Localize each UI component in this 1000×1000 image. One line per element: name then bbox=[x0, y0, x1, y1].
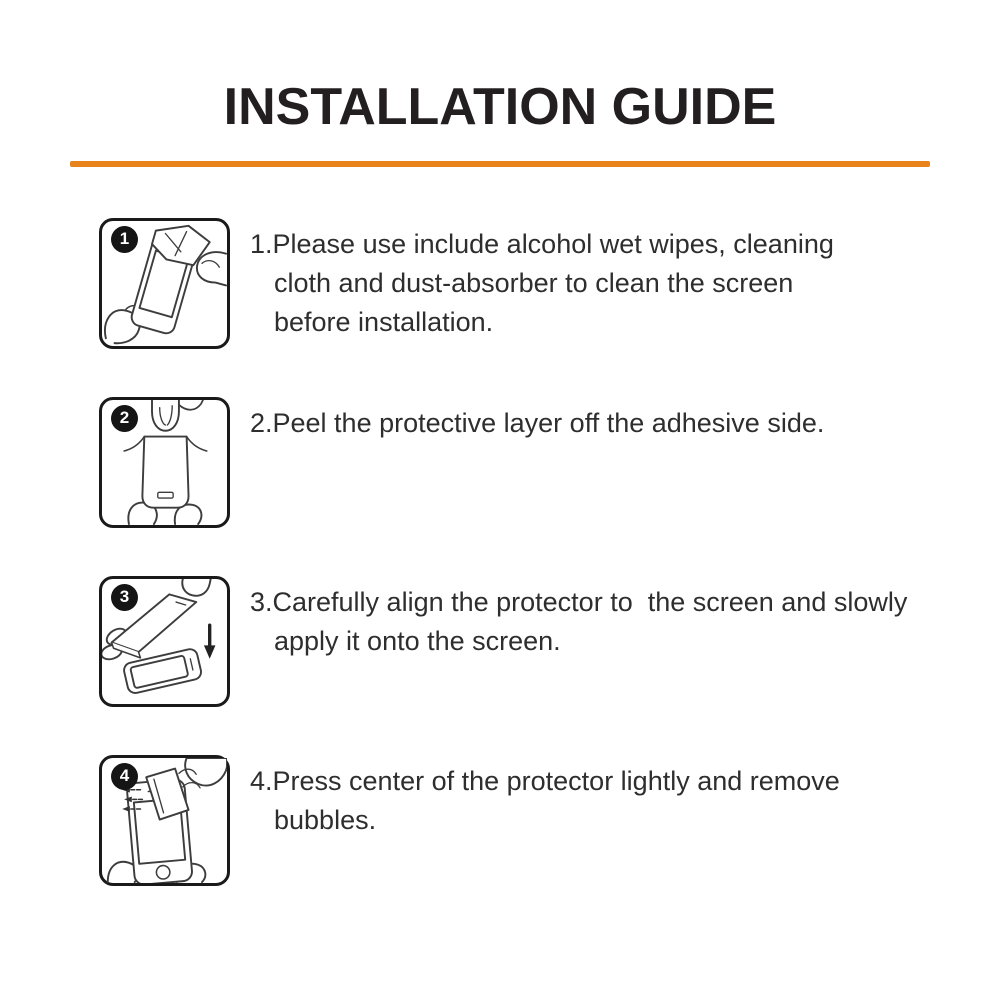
step-text-line: apply it onto the screen. bbox=[274, 625, 561, 656]
step-figure bbox=[99, 397, 230, 528]
step-text bbox=[230, 218, 834, 342]
steps-list bbox=[99, 218, 1000, 886]
step-text-line: before installation. bbox=[274, 306, 494, 337]
step-text-line: 3.Carefully align the protector to the screen and slowly bbox=[250, 586, 908, 617]
page-title: INSTALLATION GUIDE bbox=[223, 78, 777, 136]
step-number-badge: 3 bbox=[111, 584, 138, 611]
step-number-badge: 4 bbox=[111, 763, 138, 790]
step-text-line: cloth and dust-absorber to clean the screen bbox=[274, 267, 794, 298]
step-row bbox=[99, 755, 1000, 886]
step-row bbox=[99, 397, 1000, 528]
step-figure bbox=[99, 218, 230, 349]
step-text-line: 4.Press center of the protector lightly and remove bbox=[250, 765, 840, 796]
title-divider bbox=[70, 161, 930, 167]
step-row bbox=[99, 218, 1000, 349]
step-figure bbox=[99, 576, 230, 707]
step-text-line: 2.Peel the protective layer off the adhesive side. bbox=[250, 407, 825, 438]
step-text bbox=[230, 755, 840, 840]
step-text bbox=[230, 397, 824, 443]
step-text-line: 1.Please use include alcohol wet wipes, cleaning bbox=[250, 228, 834, 259]
step-figure bbox=[99, 755, 230, 886]
step-number-badge: 2 bbox=[111, 405, 138, 432]
step-text bbox=[230, 576, 907, 661]
step-row bbox=[99, 576, 1000, 707]
step-number-badge: 1 bbox=[111, 226, 138, 253]
step-text-line: bubbles. bbox=[274, 804, 377, 835]
